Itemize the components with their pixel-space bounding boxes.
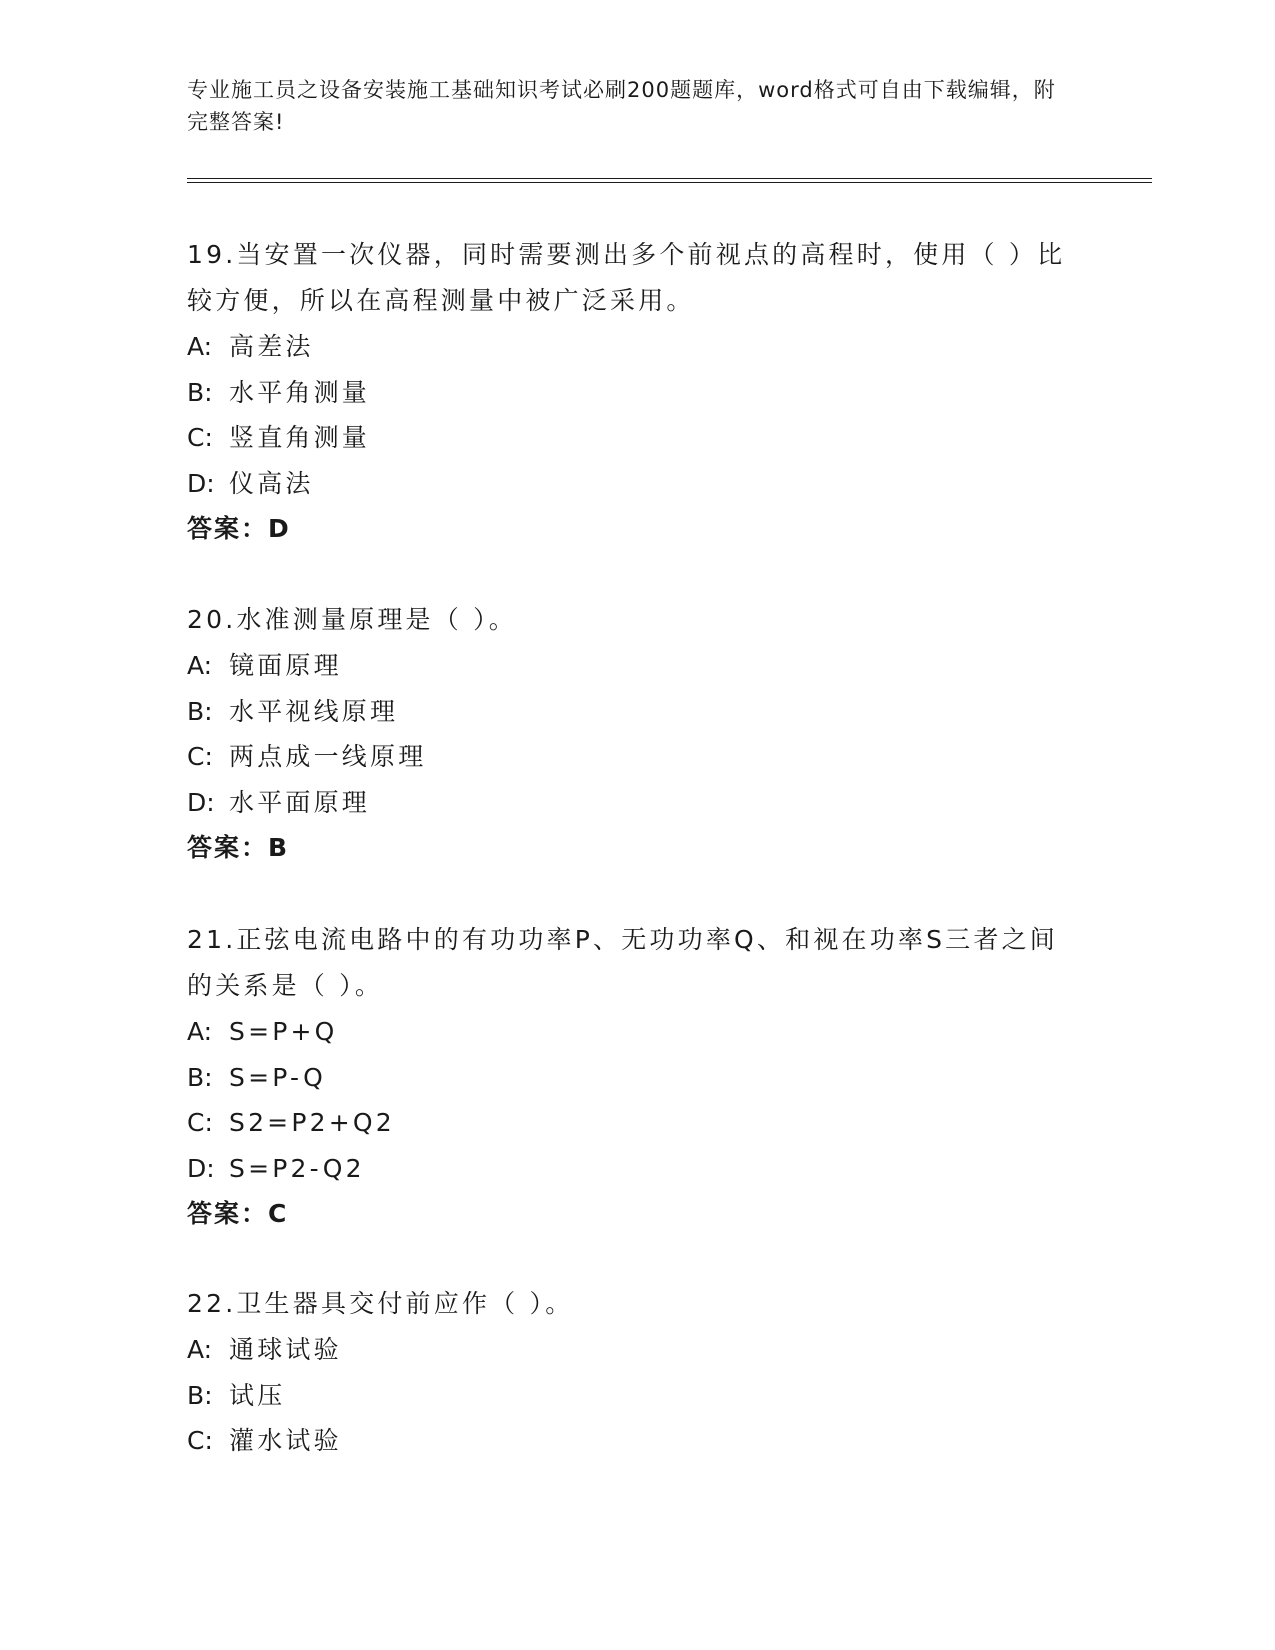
option-a <box>187 1009 1067 1055</box>
option-text: 仪高法 <box>229 468 314 498</box>
option-c <box>187 734 1067 780</box>
document-header <box>187 74 1067 138</box>
option-b <box>187 1373 1067 1419</box>
option-text: 竖直角测量 <box>229 423 371 452</box>
option-d <box>187 461 1067 507</box>
option-key: B: <box>187 377 213 407</box>
document-title: 专业施工员之设备安装施工基础知识考试必刷200题题库，word格式可自由下载编辑，附完整答案! <box>187 78 1056 134</box>
question-19 <box>187 232 1067 552</box>
answer-line: 答案：C <box>187 1199 289 1228</box>
option-key: B: <box>187 696 213 726</box>
option-text: 水平视线原理 <box>229 696 399 726</box>
option-c <box>187 415 1067 461</box>
option-text: S=P+Q <box>229 1017 338 1046</box>
header-divider-bottom <box>187 182 1152 183</box>
option-key: A: <box>187 1017 213 1046</box>
answer-line: 答案：D <box>187 514 291 543</box>
option-key: A: <box>187 651 213 680</box>
option-key: C: <box>187 1108 213 1137</box>
answer-line: 答案：B <box>187 833 290 862</box>
option-key: D: <box>187 1153 215 1183</box>
header-divider-top <box>187 178 1152 179</box>
option-text: S=P-Q <box>229 1062 326 1092</box>
option-key: A: <box>187 1335 213 1364</box>
option-a <box>187 643 1067 689</box>
option-key: B: <box>187 1062 213 1092</box>
option-text: 高差法 <box>229 332 314 361</box>
option-c <box>187 1418 1067 1464</box>
question-stem: 20.水准测量原理是（ ）。 <box>187 605 518 634</box>
question-22 <box>187 1281 1067 1464</box>
option-text: 水平面原理 <box>229 787 371 817</box>
option-key: C: <box>187 742 213 771</box>
option-text: 试压 <box>229 1380 286 1410</box>
option-text: 通球试验 <box>229 1335 342 1364</box>
option-a <box>187 1327 1067 1373</box>
option-key: A: <box>187 332 213 361</box>
option-key: B: <box>187 1380 213 1410</box>
option-key: D: <box>187 787 215 817</box>
option-a <box>187 324 1067 370</box>
option-key: C: <box>187 1426 213 1455</box>
option-b <box>187 1055 1067 1101</box>
option-text: 两点成一线原理 <box>229 742 427 771</box>
question-20 <box>187 597 1067 871</box>
option-b <box>187 689 1067 735</box>
option-key: D: <box>187 468 215 498</box>
question-stem: 21.正弦电流电路中的有功功率P、无功功率Q、和视在功率S三者之间的关系是（ ）。 <box>187 925 1058 1000</box>
question-stem: 19.当安置一次仪器，同时需要测出多个前视点的高程时，使用（ ）比较方便，所以在高程测量中被广泛采用。 <box>187 240 1066 315</box>
option-text: 灌水试验 <box>229 1426 342 1455</box>
option-text: 镜面原理 <box>229 651 342 680</box>
option-text: 水平角测量 <box>229 377 371 407</box>
option-text: S=P2-Q2 <box>229 1153 365 1183</box>
option-text: S2=P2+Q2 <box>229 1108 395 1137</box>
option-c <box>187 1100 1067 1146</box>
question-stem: 22.卫生器具交付前应作（ ）。 <box>187 1289 574 1318</box>
option-b <box>187 370 1067 416</box>
question-21 <box>187 917 1067 1237</box>
option-d <box>187 1146 1067 1192</box>
option-d <box>187 780 1067 826</box>
option-key: C: <box>187 423 213 452</box>
